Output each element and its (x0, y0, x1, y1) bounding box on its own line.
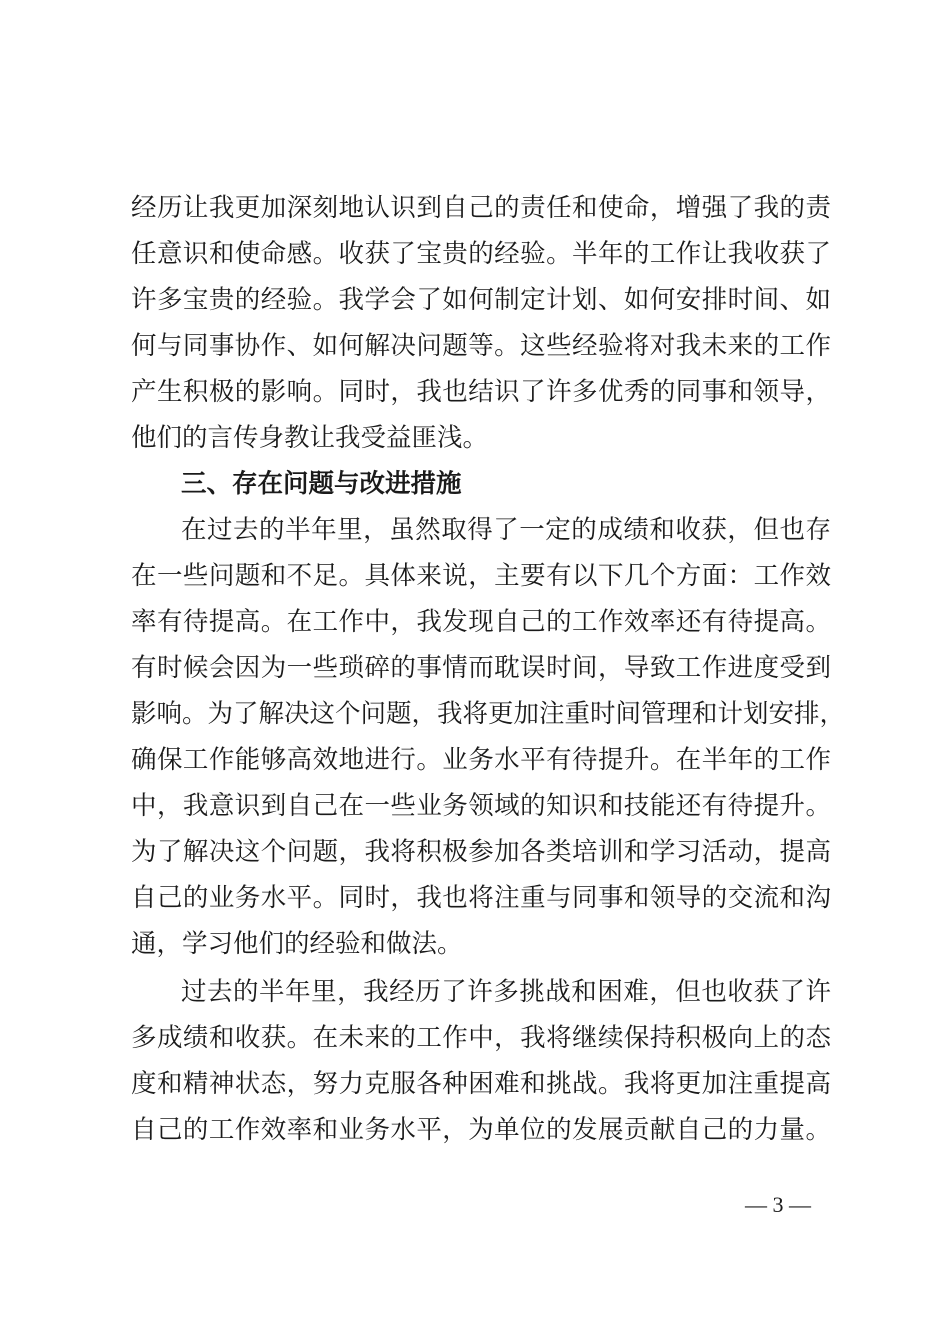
paragraph-line: 自己的业务水平。同时，我也将注重与同事和领导的交流和沟 (131, 883, 831, 913)
paragraph-line: 度和精神状态，努力克服各种困难和挑战。我将更加注重提高 (131, 1069, 831, 1099)
paragraph-line: 在过去的半年里，虽然取得了一定的成绩和收获，但也存 (181, 515, 831, 545)
paragraph-line: 何与同事协作、如何解决问题等。这些经验将对我未来的工作 (131, 331, 831, 361)
paragraph-line: 他们的言传身教让我受益匪浅。 (131, 423, 489, 453)
paragraph-line: 在一些问题和不足。具体来说，主要有以下几个方面：工作效 (131, 561, 831, 591)
paragraph-line: 过去的半年里，我经历了许多挑战和困难，但也收获了许 (181, 977, 831, 1007)
page-number: — 3 — (745, 1192, 811, 1217)
paragraph-line: 经历让我更加深刻地认识到自己的责任和使命，增强了我的责 (131, 193, 831, 223)
paragraph-line: 自己的工作效率和业务水平，为单位的发展贡献自己的力量。 (131, 1115, 831, 1145)
paragraph-line: 中，我意识到自己在一些业务领域的知识和技能还有待提升。 (131, 791, 831, 821)
section-heading: 三、存在问题与改进措施 (181, 469, 462, 499)
paragraph-line: 通，学习他们的经验和做法。 (131, 929, 463, 959)
paragraph-line: 率有待提高。在工作中，我发现自己的工作效率还有待提高。 (131, 607, 831, 637)
paragraph-line: 确保工作能够高效地进行。业务水平有待提升。在半年的工作 (131, 745, 831, 775)
paragraph-line: 有时候会因为一些琐碎的事情而耽误时间，导致工作进度受到 (131, 653, 831, 683)
paragraph-line: 影响。为了解决这个问题，我将更加注重时间管理和计划安排， (131, 699, 846, 729)
paragraph-line: 多成绩和收获。在未来的工作中，我将继续保持积极向上的态 (131, 1023, 831, 1053)
paragraph-line: 许多宝贵的经验。我学会了如何制定计划、如何安排时间、如 (131, 285, 831, 315)
paragraph-line: 产生积极的影响。同时，我也结识了许多优秀的同事和领导， (131, 377, 831, 407)
paragraph-line: 任意识和使命感。收获了宝贵的经验。半年的工作让我收获了 (131, 239, 831, 269)
paragraph-line: 为了解决这个问题，我将积极参加各类培训和学习活动，提高 (131, 837, 831, 867)
